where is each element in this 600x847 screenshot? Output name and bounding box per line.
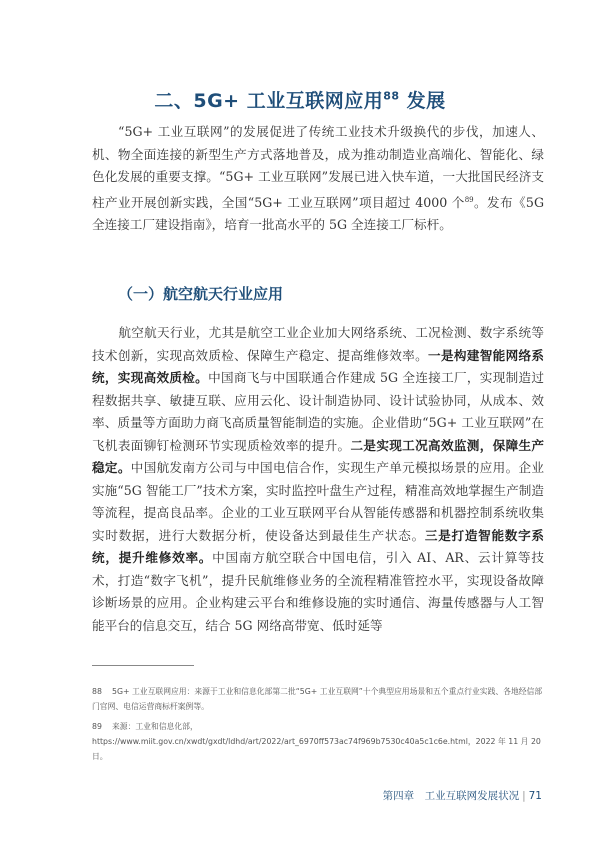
intro-text-b: 。发布《5G 全连接工厂建设指南》，培育一批高水平的 5G 全连接工厂标杆。	[92, 194, 545, 233]
page-number: 71	[528, 790, 542, 802]
footnote-number: 89	[92, 722, 102, 731]
body-bold-point-3: 三是打造智能数字系统，提升维修效率。	[92, 527, 545, 565]
subsection-title: （一）航空航天行业应用	[118, 285, 284, 303]
footer-separator: |	[522, 790, 526, 802]
body-paragraph	[92, 322, 544, 637]
body-bold-point-2: 二是实现工况高效监测，保障生产稳定。	[92, 437, 545, 475]
footnote-89	[92, 719, 544, 764]
body-sentence-4: 中国南方航空联合中国电信，引入 AI、AR、云计算等技术，打造“数字飞机”，提升民航维修业务的全流程精准管控水平，实现设备故障诊断场景的应用。企业构建云平台和维修设施的实时通信、海量传感器与人工智能平台的信息交互，结合 5G 网络高带宽、低时延等	[92, 550, 545, 633]
footnote-text[interactable]: 来源：工业和信息化部，https://www.miit.gov.cn/xwdt/gxdt/ldhd/art/2022/art_6970ff573ac74f969b7530c40a5c1c6e.html，2022 年 11 月 20 日。	[92, 722, 541, 761]
chapter-label: 第四章 工业互联网发展状况	[382, 790, 520, 802]
footnote-number: 88	[92, 687, 102, 696]
body-sentence-3: 中国航发南方公司与中国电信合作，实现生产单元模拟场景的应用。企业实施“5G 智能工厂”技术方案，实时监控叶盘生产过程，精准高效地掌握生产制造等流程，提高良品率。企业的工业互联网平台从智能传感器和机器控制系统收集实时数据，进行大数据分析，使设备达到最佳生产状态。	[92, 460, 545, 543]
page-footer	[383, 788, 542, 803]
section-title	[0, 86, 600, 113]
footnote-88	[92, 684, 544, 714]
footnote-text: 5G+ 工业互联网应用：来源于工业和信息化部第二批“5G+ 工业互联网”十个典型应用场景和五个重点行业实践、各地经信部门官网、电信运营商标杆案例等。	[92, 687, 543, 711]
section-title-text: 二、5G+ 工业互联网应用	[154, 90, 384, 112]
intro-paragraph	[92, 121, 544, 237]
body-bold-point-1: 一是构建智能网络系统，实现高效质检。	[92, 347, 545, 385]
body-sentence-2: 中国商飞与中国联通合作建成 5G 全连接工厂，实现制造过程数据共享、敏捷互联、应用云化、设计制造协同、设计试验协同，从成本、效率、质量等方面助力商飞高质量智能制造的实施。企业借助“5G+ 工业互联网”在飞机表面铆钉检测环节实现质检效率的提升。	[92, 370, 544, 453]
footnote-divider	[92, 665, 194, 666]
intro-text-a: “5G+ 工业互联网”的发展促进了传统工业技术升级换代的步伐，加速人、机、物全面连接的新型生产方式落地普及，成为推动制造业高端化、智能化、绿色化发展的重要支撑。“5G+ 工业互联网”发展已进入快车道，一大批国民经济支柱产业开展创新实践，全国“5G+ 工业互联网”项目超过 4000 个	[92, 124, 544, 210]
body-sentence-1: 航空航天行业，尤其是航空工业企业加大网络系统、工况检测、数字系统等技术创新，实现高效质检、保障生产稳定、提高维修效率。	[92, 325, 544, 363]
section-title-suffix: 发展	[399, 90, 446, 112]
footnote-ref-89[interactable]: 89	[464, 195, 474, 204]
footnote-ref-88[interactable]: 88	[383, 89, 400, 103]
